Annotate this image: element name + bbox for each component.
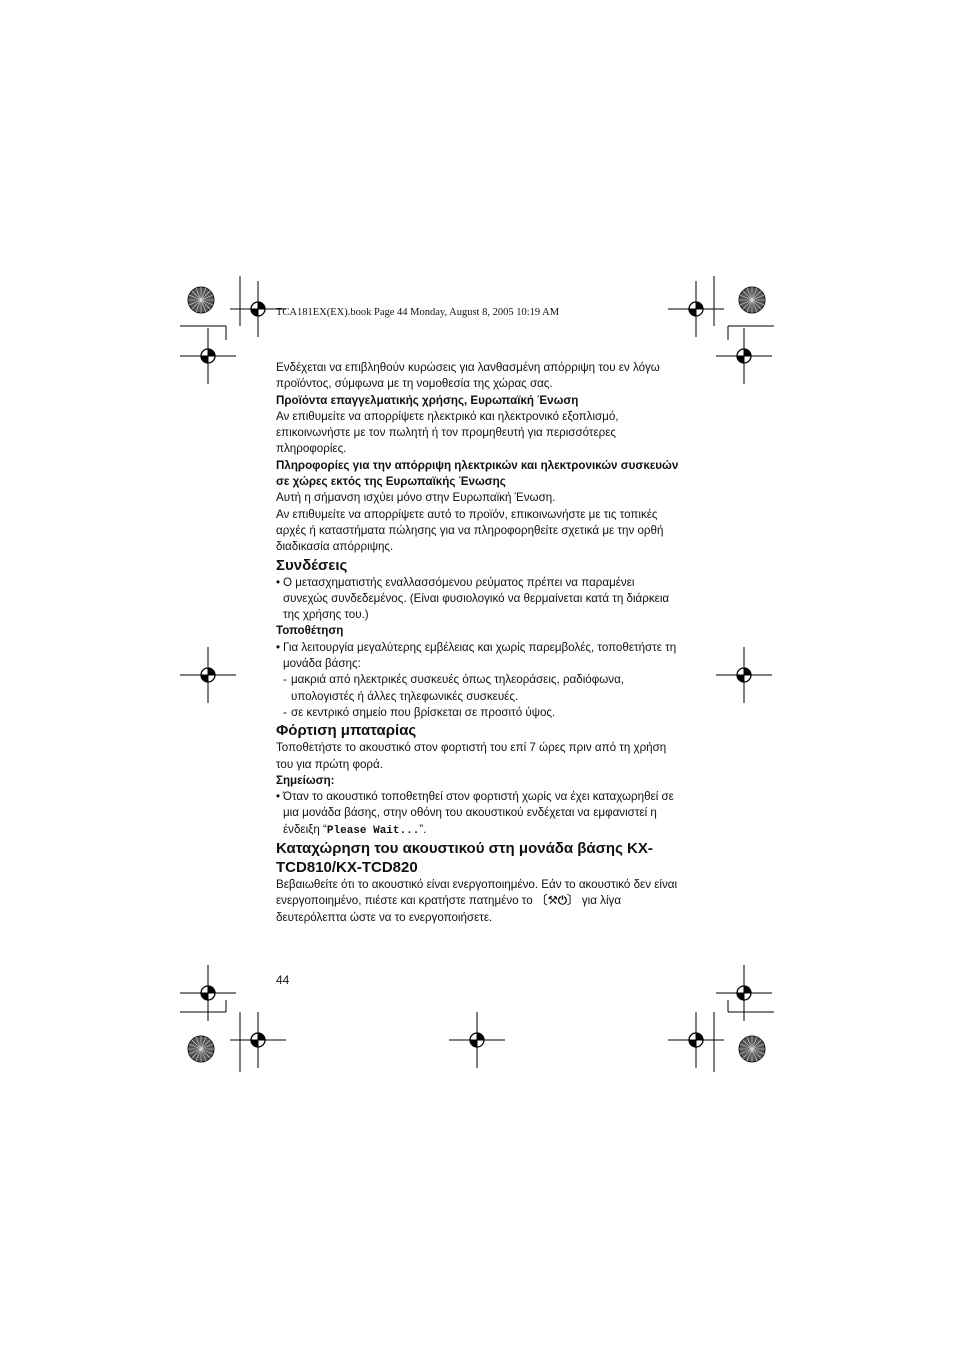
page-number: 44 [276,973,290,987]
pro-text: Αν επιθυμείτε να απορρίψετε ηλεκτρικό και ηλεκτρονικό εξοπλισμό, επικοινωνήστε με τον πωλητή ή τον προμηθευτή για περισσότερες πληροφορίες. [276,409,619,456]
connections-bullet: • Ο μετασχηματιστής εναλλασσόμενου ρεύματος πρέπει να παραμένει συνεχώς συνδεδεμένος. (Είναι φυσιολογικό να θερμαίνεται κατά τη διάρκεια της χρήσης του.) [276,575,680,624]
page-content [276,360,680,926]
power-key-icon: 〔⚒⏻〕 [535,894,579,908]
registration-cross-right-upper [716,328,772,384]
placement-dash-2: - σε κεντρικό σημείο που βρίσκεται σε προσιτό ύψος. [276,705,680,721]
outside-eu-text-1: Αυτή η σήμανση ισχύει μόνο στην Ευρωπαϊκή Ένωση. [276,491,556,505]
registration-cross-left-lower [180,965,236,1021]
register-text-post: για λίγα δευτερόλεπτα ώστε να το ενεργοποιήσετε. [276,894,622,924]
intro-text: Ενδέχεται να επιβληθούν κυρώσεις για λανθασμένη απόρριψη του εν λόγω προϊόντος, σύμφωνα με τη νομοθεσία της χώρας σας. [276,361,660,391]
connections-heading: Συνδέσεις [276,556,348,574]
registration-cross-right-middle [716,647,772,703]
registration-star-top-right [739,287,765,313]
registration-star-bottom-left [188,1036,214,1062]
placement-dash-1: - μακριά από ηλεκτρικές συσκευές όπως τηλεοράσεις, ραδιόφωνα, υπολογιστές ή άλλες τηλεφωνικές συσκευές. [276,672,680,705]
print-info-header: TCA181EX(EX).book Page 44 Monday, August 8, 2005 10:19 AM [276,307,560,318]
registration-cross-bottom-center [449,1012,505,1068]
charging-text: Τοποθετήστε το ακουστικό στον φορτιστή του επί 7 ώρες πριν από τη χρήση του για πρώτη φορά. [276,741,667,771]
placement-heading: Τοποθέτηση [276,624,344,638]
charging-heading: Φόρτιση μπαταρίας [276,722,417,740]
registration-cross-left-upper [180,328,236,384]
note-heading: Σημείωση: [276,773,335,787]
placement-bullet: • Για λειτουργία μεγαλύτερης εμβέλειας και χωρίς παρεμβολές, τοποθετήστε τη μονάδα βάσης: [276,640,680,673]
note-bullet [276,789,680,839]
registration-star-bottom-right [739,1036,765,1062]
note-text-post: ”. [419,822,427,836]
register-text [276,877,680,926]
outside-eu-heading: Πληροφορίες για την απόρριψη ηλεκτρικών και ηλεκτρονικών συσκευών σε χώρες εκτός της Ευρωπαϊκής Ένωσης [276,458,679,489]
registration-cross-right-lower [716,965,772,1021]
pro-heading: Προϊόντα επαγγελματικής χρήσης, Ευρωπαϊκή Ένωση [276,393,579,407]
registration-star-top-left [188,287,214,313]
registration-cross-bottom-right [668,1012,724,1068]
outside-eu-text-2: Αν επιθυμείτε να απορρίψετε αυτό το προϊόν, επικοινωνήστε με τις τοπικές αρχές ή καταστήματα πώλησης για να πληροφορηθείτε σχετικά με την ορθή διαδικασία απόρριψης. [276,507,664,554]
register-text-pre: Βεβαιωθείτε ότι το ακουστικό είναι ενεργοποιημένο. Εάν το ακουστικό δεν είναι ενεργοποιημένο, πιέστε και κρατήστε πατημένο το [276,878,678,908]
register-heading: Καταχώρηση του ακουστικού στη μονάδα βάσης KX-TCD810/KX-TCD820 [276,840,653,877]
note-text-pre: Όταν το ακουστικό τοποθετηθεί στον φορτιστή χωρίς να έχει καταχωρηθεί σε μια μονάδα βάσης, στην οθόνη του ακουστικού ενδέχεται να εμφανιστεί η ένδειξη “ [283,790,674,836]
display-message-code: Please Wait... [326,824,420,837]
registration-cross-left-middle [180,647,236,703]
registration-cross-bottom-left [230,1012,286,1068]
